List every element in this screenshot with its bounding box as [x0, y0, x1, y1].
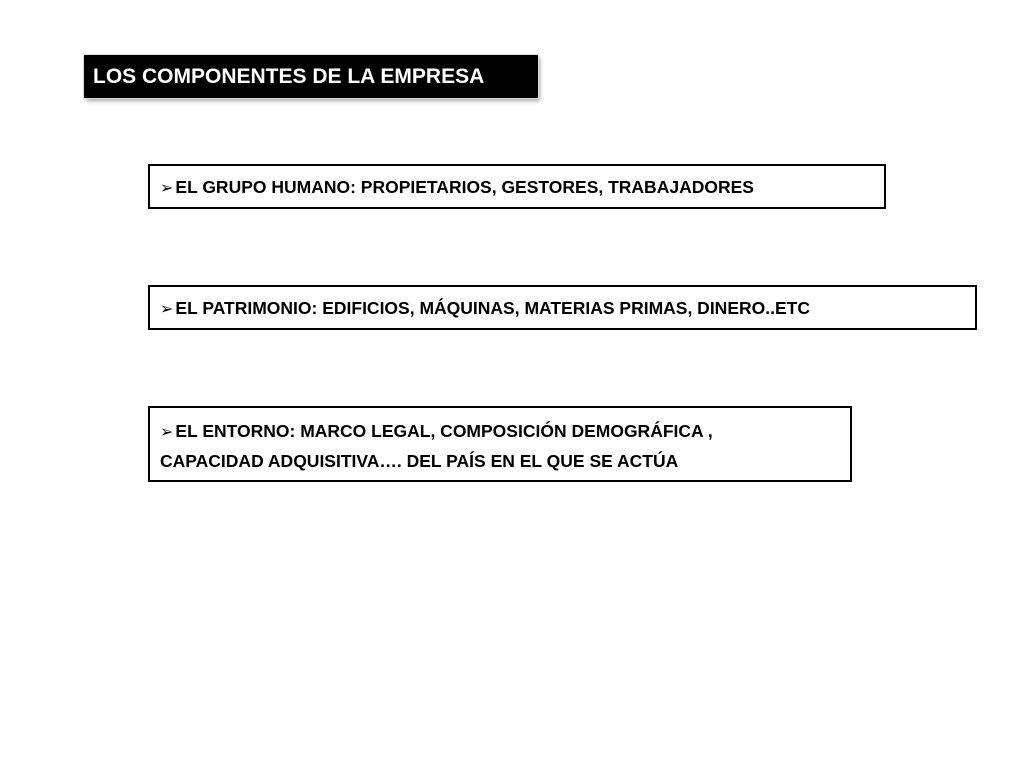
component-text-line-1	[160, 417, 842, 447]
component-box-human-group	[148, 164, 886, 209]
arrow-bullet-icon: ➢	[160, 301, 174, 318]
arrow-bullet-icon: ➢	[160, 424, 174, 441]
component-box-environment	[148, 406, 852, 482]
slide-title: LOS COMPONENTES DE LA EMPRESA	[84, 55, 538, 98]
component-box-patrimony	[148, 285, 977, 330]
component-text: EL PATRIMONIO: EDIFICIOS, MÁQUINAS, MATERIAS PRIMAS, DINERO..ETC	[175, 298, 810, 318]
component-text: EL GRUPO HUMANO: PROPIETARIOS, GESTORES, TRABAJADORES	[175, 177, 754, 197]
component-text: EL ENTORNO: MARCO LEGAL, COMPOSICIÓN DEMOGRÁFICA ,	[175, 421, 713, 441]
arrow-bullet-icon: ➢	[160, 180, 174, 197]
component-text-line-2: CAPACIDAD ADQUISITIVA…. DEL PAÍS EN EL QUE SE ACTÚA	[160, 451, 679, 471]
